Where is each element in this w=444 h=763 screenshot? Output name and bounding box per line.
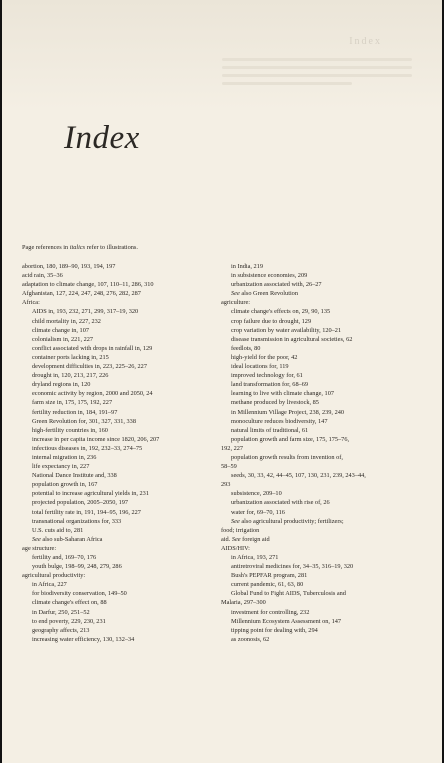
index-entry: agriculture: bbox=[221, 299, 251, 307]
index-subentry: Global Fund to Fight AIDS, Tuberculosis and bbox=[231, 590, 346, 598]
index-subentry: geography affects, 213 bbox=[32, 626, 90, 634]
illustrations-note bbox=[22, 244, 138, 251]
index-subentry: high-fertility countries in, 160 bbox=[32, 426, 108, 434]
index-subentry: population growth and farm size, 175, 175–76, bbox=[231, 435, 350, 443]
index-subentry: population growth in, 167 bbox=[32, 481, 98, 489]
index-subentry: AIDS in, 193, 232, 271, 299, 317–19, 320 bbox=[32, 308, 139, 316]
index-continuation: 58–59 bbox=[221, 463, 237, 471]
index-subentry: development difficulties in, 223, 225–26, 227 bbox=[32, 363, 147, 371]
index-subentry: infectious diseases in, 192, 232–33, 274–75 bbox=[32, 444, 143, 452]
index-subentry: in Africa, 193, 271 bbox=[231, 554, 279, 561]
index-subentry: economic activity by region, 2000 and 2050, 24 bbox=[32, 390, 153, 398]
index-subentry: See also sub-Saharan Africa bbox=[32, 535, 103, 543]
index-entry: abortion, 180, 189–90, 193, 194, 197 bbox=[22, 263, 116, 270]
bleed-through-running-head: Index bbox=[349, 36, 382, 47]
index-subentry: seeds, 30, 33, 42, 44–45, 107, 130, 231, 239, 243–44, bbox=[231, 472, 366, 480]
index-subentry: subsistence, 209–10 bbox=[231, 490, 282, 498]
index-subentry: in Africa, 227 bbox=[32, 581, 67, 589]
index-subentry: improved technology for, 61 bbox=[231, 372, 303, 380]
index-entry: AIDS/HIV: bbox=[221, 544, 250, 552]
index-subentry: container ports lacking in, 215 bbox=[32, 353, 109, 361]
index-entry: adaptation to climate change, 107, 110–11, 286, 310 bbox=[22, 281, 154, 289]
index-entry: agricultural productivity: bbox=[22, 572, 86, 580]
index-subentry: monoculture reduces biodiversity, 147 bbox=[231, 417, 328, 425]
index-continuation: Malaria, 297–300 bbox=[221, 599, 266, 607]
index-subentry: in Millennium Village Project, 238, 239, 240 bbox=[231, 408, 345, 416]
index-column-left bbox=[22, 262, 222, 644]
index-subentry: National Dance Institute and, 338 bbox=[32, 472, 117, 480]
note-prefix: Page references in bbox=[22, 244, 70, 251]
index-subentry: in India, 219 bbox=[231, 263, 264, 270]
index-column-right bbox=[221, 262, 436, 644]
index-subentry: climate change's effects on, 29, 90, 135 bbox=[231, 308, 331, 316]
note-italic-word: italics bbox=[69, 244, 86, 251]
index-subentry: Bush's PEPFAR program, 281 bbox=[231, 572, 308, 580]
index-subentry: urbanization associated with rise of, 26 bbox=[231, 499, 330, 507]
bleed-through-line bbox=[222, 74, 412, 77]
index-subentry: in Darfur, 250, 251–52 bbox=[32, 608, 90, 616]
index-subentry: in subsistence economies, 209 bbox=[231, 272, 308, 280]
index-subentry: farm size in, 175, 175, 192, 227 bbox=[32, 399, 113, 407]
index-entry: Afghanistan, 127, 224, 247, 248, 276, 282, 287 bbox=[22, 290, 141, 298]
index-subentry: fertility and, 169–70, 176 bbox=[32, 554, 97, 561]
index-entry: aid. See foreign aid bbox=[221, 535, 270, 543]
index-subentry: tipping point for dealing with, 294 bbox=[231, 626, 318, 634]
bleed-through-line bbox=[222, 58, 412, 61]
index-subentry: investment for controlling, 232 bbox=[231, 608, 310, 616]
index-subentry: See also Green Revolution bbox=[231, 290, 298, 298]
index-subentry: urbanization associated with, 26–27 bbox=[231, 281, 322, 289]
index-subentry: climate change's effect on, 88 bbox=[32, 599, 107, 607]
index-subentry: dryland regions in, 120 bbox=[32, 381, 91, 389]
index-entry: acid rain, 35–36 bbox=[22, 272, 63, 280]
index-subentry: increasing water efficiency, 130, 132–34 bbox=[32, 635, 135, 643]
index-continuation: 192, 227 bbox=[221, 444, 244, 452]
index-subentry: learning to live with climate change, 107 bbox=[231, 390, 334, 398]
index-subentry: high-yield for the poor, 42 bbox=[231, 353, 298, 361]
index-subentry: Green Revolution for, 301, 327, 331, 338 bbox=[32, 417, 136, 425]
page-title: Index bbox=[64, 120, 140, 156]
index-subentry: conflict associated with drops in rainfall in, 129 bbox=[32, 344, 153, 352]
index-subentry: drought in, 120, 213, 217, 226 bbox=[32, 372, 109, 380]
book-page bbox=[2, 0, 442, 763]
index-subentry: for biodiversity conservation, 149–50 bbox=[32, 590, 127, 598]
index-subentry: natural limits of traditional, 61 bbox=[231, 426, 309, 434]
index-subentry: disease transmission in agricultural societies, 62 bbox=[231, 335, 353, 343]
see-reference: See bbox=[231, 517, 240, 525]
index-subentry: increase in per capita income since 1820, 206, 207 bbox=[32, 435, 160, 443]
index-subentry: water for, 69–70, 116 bbox=[231, 508, 285, 516]
see-reference: See bbox=[231, 535, 241, 543]
index-subentry: to end poverty, 229, 230, 231 bbox=[32, 617, 106, 625]
index-subentry: climate change in, 107 bbox=[32, 326, 90, 334]
index-subentry: Millennium Ecosystem Assessment on, 147 bbox=[231, 617, 342, 625]
index-subentry: potential to increase agricultural yields in, 231 bbox=[32, 490, 149, 498]
index-subentry: ideal locations for, 119 bbox=[231, 363, 289, 371]
index-subentry: methane produced by livestock, 85 bbox=[231, 399, 319, 407]
note-suffix: refer to illustrations. bbox=[85, 244, 138, 251]
see-reference: See bbox=[32, 535, 41, 543]
index-subentry: transnational organizations for, 333 bbox=[32, 517, 122, 525]
index-subentry: land transformation for, 68–69 bbox=[231, 381, 309, 389]
index-subentry: crop failure due to drought, 129 bbox=[231, 317, 312, 325]
see-reference: See bbox=[231, 290, 240, 298]
index-subentry: current pandemic, 61, 63, 80 bbox=[231, 581, 304, 589]
index-entry: age structure: bbox=[22, 544, 57, 552]
index-subentry: youth bulge, 198–99, 248, 279, 286 bbox=[32, 563, 122, 571]
index-subentry: as zoonosis, 62 bbox=[231, 635, 270, 643]
index-subentry: population growth results from invention of, bbox=[231, 453, 343, 461]
index-subentry: crop variation by water availability, 120–21 bbox=[231, 326, 342, 334]
index-subentry: See also agricultural productivity; fertilizers; bbox=[231, 517, 344, 525]
index-subentry: fertility reduction in, 184, 191–97 bbox=[32, 408, 118, 416]
index-subentry: projected population, 2005–2050, 197 bbox=[32, 499, 129, 507]
index-entry: Africa: bbox=[22, 299, 40, 307]
index-subentry: life expectancy in, 227 bbox=[32, 463, 90, 471]
index-subentry: colonialism in, 221, 227 bbox=[32, 335, 94, 343]
index-subentry: antiretroviral medicines for, 34–35, 316–19, 320 bbox=[231, 563, 354, 571]
index-continuation: 293 bbox=[221, 481, 231, 489]
index-subentry: internal migration in, 236 bbox=[32, 453, 97, 461]
index-subentry: feedlots, 80 bbox=[231, 344, 261, 352]
index-subentry: total fertility rate in, 191, 194–95, 196, 227 bbox=[32, 508, 141, 516]
index-continuation: food; irrigation bbox=[221, 526, 260, 534]
bleed-through-line bbox=[222, 82, 352, 85]
index-subentry: U.S. cuts aid to, 281 bbox=[32, 526, 84, 534]
bleed-through-line bbox=[222, 66, 412, 69]
bleed-through-area bbox=[2, 0, 442, 110]
index-subentry: child mortality in, 227, 232 bbox=[32, 317, 101, 325]
